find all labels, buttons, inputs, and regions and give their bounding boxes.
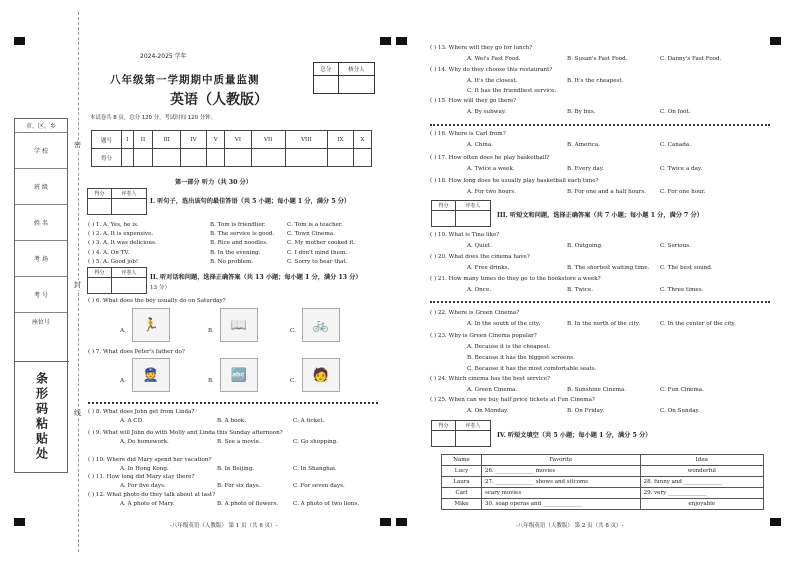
table-cell: Laura xyxy=(442,477,482,488)
option-a: A. Wei's Fast Food. xyxy=(467,56,521,62)
rater-label: 评卷人 xyxy=(112,268,147,278)
picture-option[interactable] xyxy=(132,358,170,392)
question-3: ( ) 3. A. It was delicious. xyxy=(88,240,157,247)
option-c: C. A photo of two lions. xyxy=(293,501,359,507)
total-score-box xyxy=(313,62,375,94)
registration-mark xyxy=(380,518,391,526)
option-b: B. In the evening. xyxy=(210,249,261,256)
question-17: ( ) 17. How often does he play basketball? xyxy=(430,155,550,161)
grid-header: IX xyxy=(327,131,353,149)
section-two-heading: II. 听对话和问题，选择正确答案（共 13 小题；每小题 1 分，满分 13 分） xyxy=(150,274,362,281)
option-c: C. For seven days. xyxy=(293,483,345,489)
option-c: C. A ticket. xyxy=(293,418,325,424)
strip-field[interactable]: 考 号 xyxy=(15,277,67,313)
option-b: B. For six days. xyxy=(217,483,261,489)
option-b: B. On Friday. xyxy=(567,408,605,414)
score-cell[interactable] xyxy=(314,76,339,94)
option-b: B. A photo of flowers. xyxy=(217,501,279,507)
option-a: A. A photo of Mary. xyxy=(120,501,175,507)
picture-option-label: C. xyxy=(290,378,296,384)
table-row xyxy=(442,499,764,510)
strip-field[interactable]: 考 场 xyxy=(15,241,67,277)
rater-cell[interactable] xyxy=(432,211,456,227)
divider xyxy=(430,301,770,304)
rater-cell[interactable] xyxy=(432,431,456,447)
option-a: A. China. xyxy=(467,142,493,148)
question-10: ( ) 10. Where did Mary spend her vacation? xyxy=(88,457,212,463)
option-b: B. The service is good. xyxy=(210,231,275,238)
question-12: ( ) 12. What photo do they talk about at last? xyxy=(88,492,216,498)
registration-mark xyxy=(14,518,25,526)
option-a: A. Quiet. xyxy=(467,243,492,249)
seal-char: 封 xyxy=(74,281,81,289)
grid-score-cell[interactable] xyxy=(225,149,251,167)
seal-char: 密 xyxy=(74,141,81,149)
table-cell: Lucy xyxy=(442,466,482,477)
option-text: B. Because it has the biggest screens. xyxy=(467,355,575,361)
barcode-area xyxy=(15,361,69,472)
running-icon: 🏃 xyxy=(142,317,160,333)
grid-score-cell[interactable] xyxy=(180,149,206,167)
table-cell: Carl xyxy=(442,488,482,499)
option-c: C. My mother cooked it. xyxy=(287,240,356,247)
table-row xyxy=(442,466,764,477)
score-cell[interactable] xyxy=(338,76,374,94)
grid-score-cell[interactable] xyxy=(251,149,285,167)
question-4: ( ) 4. A. On TV. xyxy=(88,249,130,256)
registration-mark xyxy=(770,37,781,45)
picture-option-label: A. xyxy=(120,328,126,334)
picture-option[interactable] xyxy=(302,308,340,342)
divider xyxy=(88,402,378,405)
grid-score-cell[interactable] xyxy=(327,149,353,167)
grid-header: IV xyxy=(180,131,206,149)
part-one-heading: 第一部分 听力（共 30 分） xyxy=(175,179,252,186)
grid-score-cell[interactable] xyxy=(133,149,153,167)
section-three-heading: III. 听短文和问题，选择正确答案（共 7 小题；每小题 1 分，满分 7 分） xyxy=(497,212,703,219)
grid-header: VIII xyxy=(285,131,327,149)
rater-label: 评卷人 xyxy=(456,421,491,431)
picture-option[interactable] xyxy=(132,308,170,342)
table-cell: wonderful xyxy=(640,466,763,477)
option-a: A. In Hong Kong. xyxy=(120,466,169,472)
page-footer: -八年级英语（人教版） 第 1 页（共 8 页）- xyxy=(170,523,278,529)
table-cell[interactable]: 26. ______________ movies xyxy=(482,466,641,477)
table-cell: scary movies xyxy=(482,488,641,499)
question-15: ( ) 15. How will they go there? xyxy=(430,98,517,104)
grid-header: I xyxy=(122,131,134,149)
option-b: B. No problem. xyxy=(210,258,254,265)
option-text: A. Because it is the cheapest. xyxy=(467,344,551,350)
answer-table xyxy=(441,454,764,510)
grid-header: II xyxy=(133,131,153,149)
option-a: A. In the south of the city. xyxy=(467,321,541,327)
table-cell[interactable]: 30. soap operas and ______________ xyxy=(482,499,641,510)
option-c: C. For one hour. xyxy=(660,189,706,195)
option-b: B. Outgoing. xyxy=(567,243,603,249)
rater-box xyxy=(87,267,147,294)
option-c: C. It has the friendliest service. xyxy=(467,88,557,94)
rater-label: 得分 xyxy=(88,189,112,199)
table-header: Favorite xyxy=(482,455,641,466)
barcode-label: 条形码粘贴处 xyxy=(34,372,49,462)
strip-field[interactable]: 班 级 xyxy=(15,169,67,205)
strip-field[interactable]: 市、区、乡 xyxy=(15,119,67,133)
option-b: B. See a movie. xyxy=(217,439,261,445)
picture-option-label: A. xyxy=(120,378,126,384)
school-year: 2024-2025 学年 xyxy=(140,53,187,60)
rater-cell[interactable] xyxy=(456,431,491,447)
question-8: ( ) 8. What does John get from Linda? xyxy=(88,409,195,415)
option-a: A. Twice a week. xyxy=(467,166,515,172)
section-four-heading: IV. 听短文填空（共 5 小题；每小题 1 分，满分 5 分） xyxy=(497,432,652,439)
option-a: A. By subway. xyxy=(467,109,507,115)
option-b: B. In Beijing. xyxy=(217,466,254,472)
rater-box xyxy=(87,188,147,215)
option-c: C. In Shanghai. xyxy=(293,466,337,472)
question-21: ( ) 21. How many times do they go to the bookstore a week? xyxy=(430,276,601,282)
table-cell[interactable]: 28. funny and ______________ xyxy=(640,477,763,488)
table-header: Idea xyxy=(640,455,763,466)
grid-header: 题号 xyxy=(92,131,122,149)
registration-mark xyxy=(770,518,781,526)
question-2: ( ) 2. A. It is expensive. xyxy=(88,231,154,238)
strip-field[interactable]: 姓 名 xyxy=(15,205,67,241)
divider xyxy=(430,124,770,127)
rater-label: 得分 xyxy=(88,268,112,278)
picture-option[interactable] xyxy=(302,358,340,392)
picture-option[interactable] xyxy=(220,308,258,342)
grid-header: VII xyxy=(251,131,285,149)
option-c: C. In the center of the city. xyxy=(660,321,736,327)
option-c: C. The best sound. xyxy=(660,265,713,271)
question-13: ( ) 13. Where will they go for lunch? xyxy=(430,45,533,51)
option-c: C. Twice a day. xyxy=(660,166,703,172)
question-18: ( ) 18. How long does he usually play basketball each time? xyxy=(430,178,599,184)
table-cell: Mike xyxy=(442,499,482,510)
option-c: C. Town Cinema. xyxy=(287,231,335,238)
option-c: C. Three times. xyxy=(660,287,704,293)
question-19: ( ) 19. What is Tina like? xyxy=(430,232,500,238)
question-24: ( ) 24. Which cinema has the best service? xyxy=(430,376,551,382)
strip-field[interactable]: 座位号 xyxy=(31,318,50,326)
option-b: B. In the north of the city. xyxy=(567,321,640,327)
question-5: ( ) 5. A. Good job! xyxy=(88,258,139,265)
grid-score-cell[interactable] xyxy=(153,149,181,167)
option-b: B. Rice and noodles. xyxy=(210,240,268,247)
option-a: A. Once. xyxy=(467,287,492,293)
option-c: C. I don't mind them. xyxy=(287,249,348,256)
teacher-icon: 🔤 xyxy=(230,367,248,383)
option-c: C. Sorry to hear that. xyxy=(287,258,348,265)
picture-option-label: B. xyxy=(208,378,214,384)
police-icon: 👮 xyxy=(142,367,160,383)
grid-header: X xyxy=(353,131,371,149)
rater-cell[interactable] xyxy=(112,199,147,215)
page-footer: -八年级英语（人教版） 第 2 页（共 8 页）- xyxy=(516,523,624,529)
question-1: ( ) 1. A. Yes, he is. xyxy=(88,222,139,228)
registration-mark xyxy=(380,37,391,45)
option-b: B. Twice. xyxy=(567,287,593,293)
option-c: C. On Sunday. xyxy=(660,408,700,414)
option-a: A. Green Cinema. xyxy=(467,387,518,393)
rater-label: 得分 xyxy=(432,421,456,431)
score-box-header: 核分人 xyxy=(338,63,374,76)
question-11: ( ) 11. How long did Mary stay there? xyxy=(88,474,195,480)
option-a: A. On Monday. xyxy=(467,408,509,414)
option-c: C. Tom is a teacher. xyxy=(287,222,343,228)
option-b: B. It's the cheapest. xyxy=(567,78,624,84)
exam-title: 八年级第一学期期中质量监测 xyxy=(110,74,260,86)
option-c: C. Danny's Fast Food. xyxy=(660,56,722,62)
grid-score-cell[interactable] xyxy=(285,149,327,167)
seal-char: 线 xyxy=(74,409,81,417)
option-c: C. Canada. xyxy=(660,142,691,148)
rater-cell[interactable] xyxy=(112,278,147,294)
question-14: ( ) 14. Why do they choose this restaurant? xyxy=(430,67,553,73)
score-box-header: 总分 xyxy=(314,63,339,76)
grid-header: VI xyxy=(225,131,251,149)
option-b: B. Every day. xyxy=(567,166,604,172)
reading-icon: 📖 xyxy=(230,317,248,333)
table-cell[interactable]: 29. very ______________ xyxy=(640,488,763,499)
rater-cell[interactable] xyxy=(88,199,112,215)
rater-cell[interactable] xyxy=(88,278,112,294)
grid-row-label: 得分 xyxy=(92,149,122,167)
option-b: B. By bus. xyxy=(567,109,596,115)
table-cell[interactable]: 27. ______________ shows and sitcoms xyxy=(482,477,641,488)
question-20: ( ) 20. What does the cinema have? xyxy=(430,254,530,260)
registration-mark xyxy=(396,37,407,45)
grid-header: III xyxy=(153,131,181,149)
option-b: B. The shortest waiting time. xyxy=(567,265,650,271)
option-a: A. A CD. xyxy=(120,418,144,424)
option-a: A. It's the closest. xyxy=(467,78,518,84)
registration-mark xyxy=(396,518,407,526)
option-b: B. Tom is friendlier. xyxy=(210,222,266,228)
rater-box xyxy=(431,420,491,447)
section-one-heading: I. 听句子，选出该句的最佳答语（共 5 小题；每小题 1 分，满分 5 分） xyxy=(150,198,351,205)
score-grid xyxy=(91,130,372,167)
question-16: ( ) 16. Where is Carl from? xyxy=(430,131,506,137)
option-a: A. Free drinks. xyxy=(467,265,510,271)
option-a: A. For five days. xyxy=(120,483,166,489)
table-header: Name xyxy=(442,455,482,466)
exam-subject: 英语（人教版） xyxy=(170,92,268,108)
registration-mark xyxy=(14,37,25,45)
option-a: A. Do homework. xyxy=(120,439,169,445)
option-b: B. Sunshine Cinema. xyxy=(567,387,627,393)
question-6: ( ) 6. What does the boy usually do on Saturday? xyxy=(88,298,226,304)
exam-note: 本试卷共 8 页，总分 120 分，考试时间 120 分钟。 xyxy=(90,115,216,121)
doctor-icon: 🧑 xyxy=(312,367,330,383)
grid-score-cell[interactable] xyxy=(122,149,134,167)
grid-header: V xyxy=(207,131,225,149)
cycling-icon: 🚲 xyxy=(312,317,330,333)
grid-score-cell[interactable] xyxy=(353,149,371,167)
option-b: B. America. xyxy=(567,142,601,148)
option-c: C. Serious. xyxy=(660,243,691,249)
question-25: ( ) 25. When can we buy half price tickets at Fun Cinema? xyxy=(430,397,595,403)
question-9: ( ) 9. What will John do with Molly and Linda this Sunday afternoon? xyxy=(88,430,283,436)
table-cell: enjoyable xyxy=(640,499,763,510)
grid-score-cell[interactable] xyxy=(207,149,225,167)
table-row xyxy=(442,488,764,499)
rater-label: 评卷人 xyxy=(112,189,147,199)
option-c: C. On foot. xyxy=(660,109,691,115)
rater-label: 评卷人 xyxy=(456,201,491,211)
option-text: C. Because it has the most comfortable seats. xyxy=(467,366,597,372)
picture-option-label: C. xyxy=(290,328,296,334)
option-c: C. Go shopping. xyxy=(293,439,339,445)
rater-box xyxy=(431,200,491,227)
question-7: ( ) 7. What does Peter's father do? xyxy=(88,349,185,355)
strip-field[interactable]: 学 校 xyxy=(15,133,67,169)
option-b: B. A book. xyxy=(217,418,246,424)
table-row xyxy=(442,477,764,488)
rater-label: 得分 xyxy=(432,201,456,211)
question-23: ( ) 23. Why is Green Cinema popular? xyxy=(430,333,537,339)
option-a: A. For two hours. xyxy=(467,189,517,195)
student-info-strip xyxy=(14,118,68,473)
option-b: B. Susan's Fast Food. xyxy=(567,56,628,62)
rater-cell[interactable] xyxy=(456,211,491,227)
section-two-score: 13 分） xyxy=(150,285,171,291)
picture-option-label: B. xyxy=(208,328,214,334)
option-b: B. For one and a half hours. xyxy=(567,189,647,195)
picture-option[interactable] xyxy=(220,358,258,392)
option-c: C. Fun Cinema. xyxy=(660,387,704,393)
question-22: ( ) 22. Where is Green Cinema? xyxy=(430,310,520,316)
